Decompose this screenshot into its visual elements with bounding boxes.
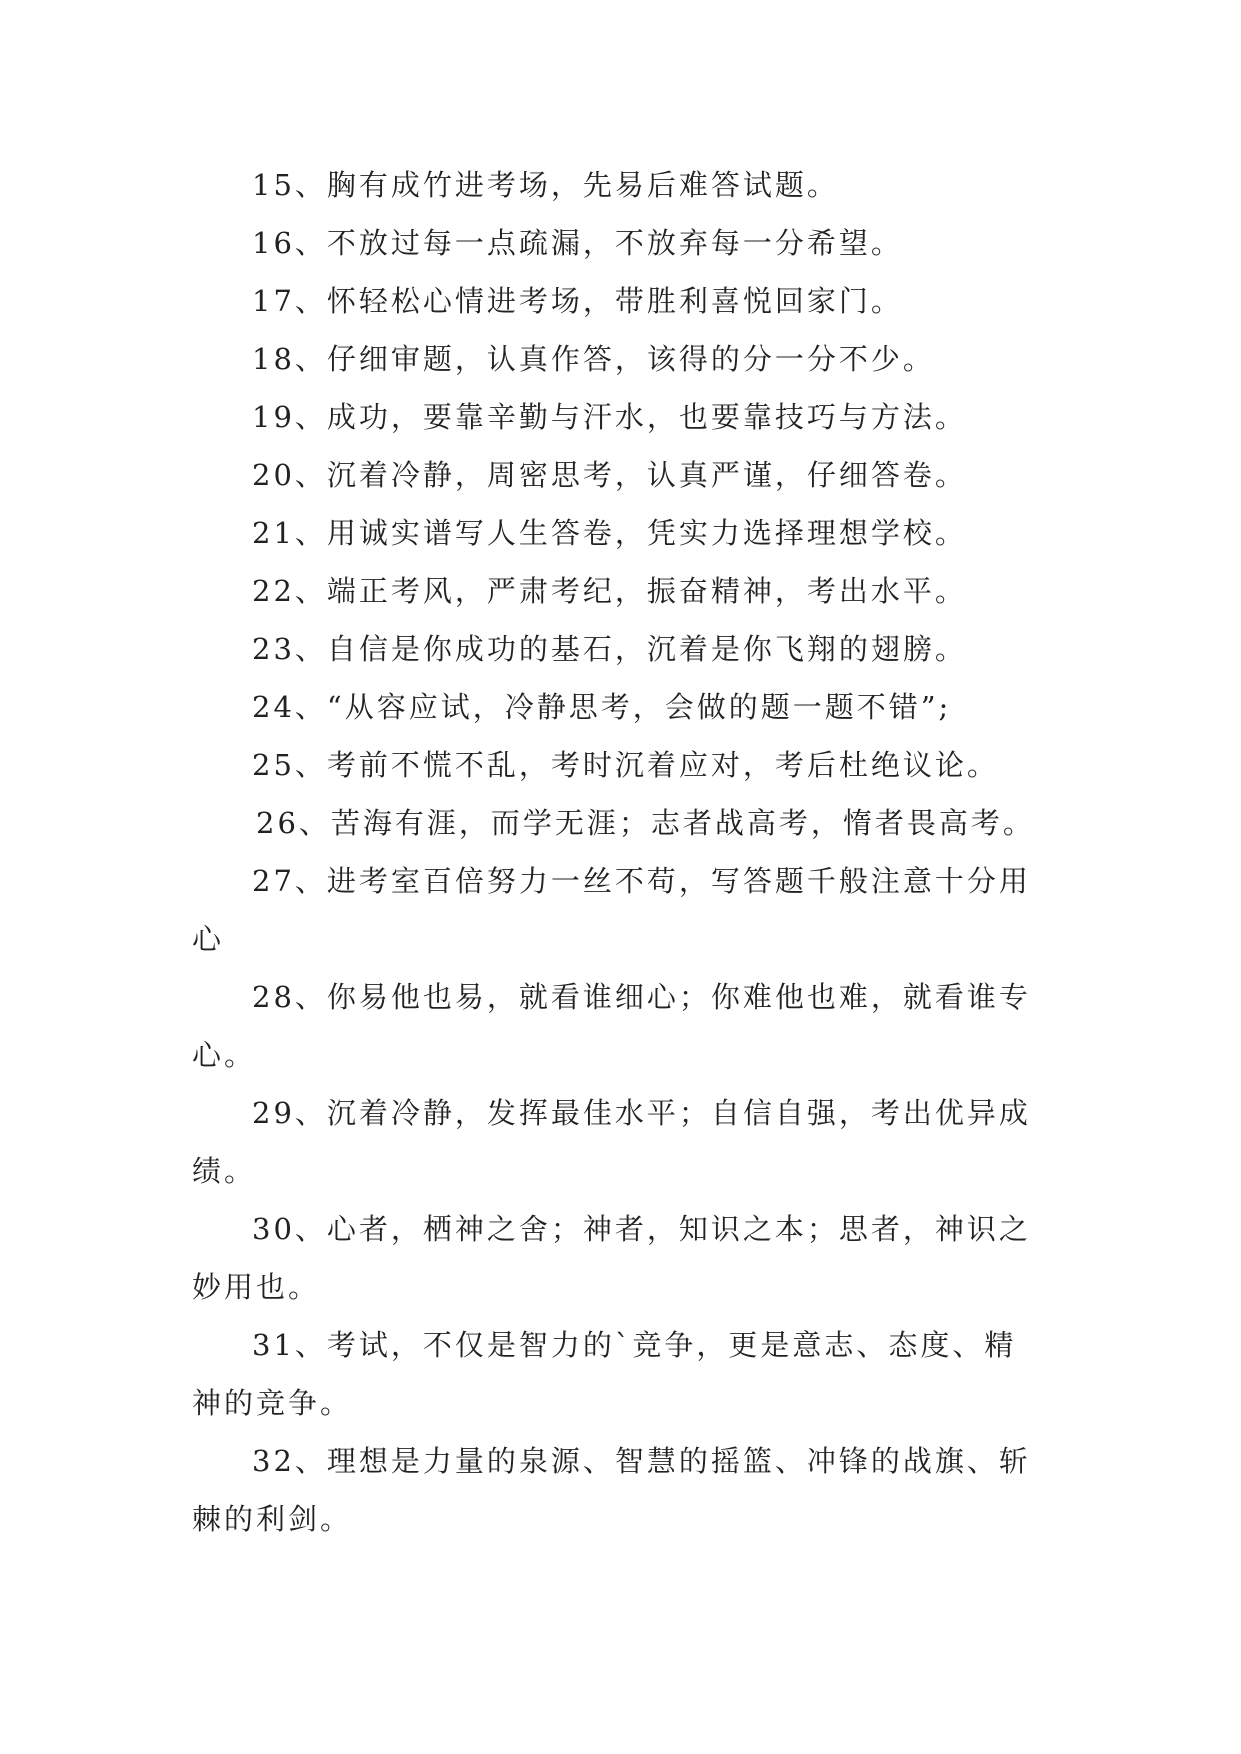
document-line-31-cont: 神的竞争。 (192, 1386, 353, 1420)
document-line-19: 19、成功，要靠辛勤与汗水，也要靠技巧与方法。 (252, 400, 967, 434)
document-line-18: 18、仔细审题，认真作答，该得的分一分不少。 (252, 342, 935, 376)
document-line-21: 21、用诚实谱写人生答卷，凭实力选择理想学校。 (252, 516, 967, 550)
document-line-24: 24、“从容应试，冷静思考，会做的题一题不错”; (252, 690, 952, 724)
document-line-28-cont: 心。 (192, 1038, 257, 1072)
document-line-26: 26、苦海有涯，而学无涯；志者战高考，惰者畏高考。 (256, 806, 1035, 840)
document-body (192, 156, 1072, 1548)
document-line-16: 16、不放过每一点疏漏，不放弃每一分希望。 (252, 226, 903, 260)
document-line-15: 15、胸有成竹进考场，先易后难答试题。 (252, 168, 839, 202)
document-line-27-cont: 心 (192, 922, 225, 956)
document-line-29-cont: 绩。 (192, 1154, 257, 1188)
document-line-30: 30、心者，栖神之舍；神者，知识之本；思者，神识之 (252, 1212, 1031, 1246)
document-line-23: 23、自信是你成功的基石，沉着是你飞翔的翅膀。 (252, 632, 967, 666)
document-line-25: 25、考前不慌不乱，考时沉着应对，考后杜绝议论。 (252, 748, 999, 782)
document-line-30-cont: 妙用也。 (192, 1270, 321, 1304)
document-line-27: 27、进考室百倍努力一丝不苟，写答题千般注意十分用 (252, 864, 1031, 898)
document-line-29: 29、沉着冷静，发挥最佳水平；自信自强，考出优异成 (252, 1096, 1031, 1130)
document-line-32: 32、理想是力量的泉源、智慧的摇篮、冲锋的战旗、斩 (252, 1444, 1031, 1478)
document-line-28: 28、你易他也易，就看谁细心；你难他也难，就看谁专 (252, 980, 1031, 1014)
document-line-22: 22、端正考风，严肃考纪，振奋精神，考出水平。 (252, 574, 967, 608)
document-line-31: 31、考试，不仅是智力的`竞争，更是意志、态度、精 (252, 1328, 1017, 1362)
document-line-17: 17、怀轻松心情进考场，带胜利喜悦回家门。 (252, 284, 903, 318)
document-line-32-cont: 棘的利剑。 (192, 1502, 353, 1536)
document-line-20: 20、沉着冷静，周密思考，认真严谨，仔细答卷。 (252, 458, 967, 492)
